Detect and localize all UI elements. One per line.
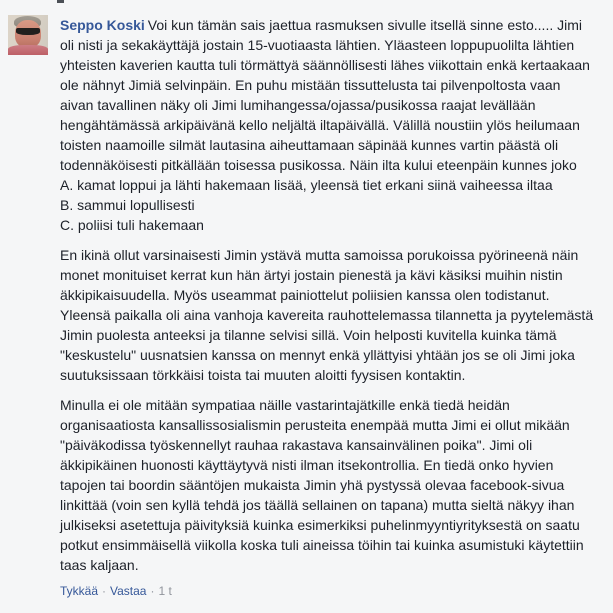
avatar[interactable] [8,15,48,55]
comment-body [60,15,594,599]
sunglasses-icon [16,28,40,35]
comment-text-intro: Voi kun tämän sais jaettua rasmuksen sivulle itsellä sinne esto..... Jimi oli nisti ja sekakäyttäjä jostain 15-vuotiaasta lähtien. Yläasteen loppupuolilta lähtien yhteisten kaverien kautta tuli törmättyä säännöllisesti lähes viikottain enkä kertaakaan ole nähnyt Jimiä selvinpäin. En puhu mistään tissuttelusta tai pilvenpoltosta vaan aivan tavallinen näky oli Jimi lumihangessa/ojassa/pusikossa raajat levällään hengähtämässä arkipäivänä kello neljältä iltapäivällä. Välillä noustiin ylös heilumaan toisten naamoille silmät lautasina aiheuttamaan säpinää kunnes vartin päästä oli todennäköisesti pitkällään toisessa pusikossa. Näin ilta kului eteenpäin kunnes joko [60,17,590,173]
option-line-c: C. poliisi tuli hakemaan [60,217,204,233]
author-link[interactable]: Seppo Koski [60,17,145,33]
option-line-a: A. kamat loppui ja lähti hakemaan lisää, yleensä tiet erkani siinä vaiheessa iltaa [60,177,553,193]
comment-paragraph-2: En ikinä ollut varsinaisesti Jimin ystävä mutta samoissa porukoissa pyörineenä näin monet monituiset kerrat kun hän ärtyi jostain pienestä ja kävi käsiksi muihin nistin äkkipikaisuudella. Myös useammat painiottelut poliisien kanssa olen todistanut. Yleensä paikalla oli aina vanhoja kavereita rauhottelemassa tilannetta ja pyytelemästä Jimin puolesta anteeksi ja tilanne selvisi sillä. Voin helposti kuvitella kuinka tämä "keskustelu" uusnatsien kanssa on mennyt enkä yllättyisi yhtään jos se oli Jimi joka suutuksissaan törkkäisi toista tai muuten aloitti fyysisen kontaktin. [60,247,594,383]
comment-footer [60,583,594,599]
footer-separator: · [102,584,107,598]
like-link[interactable]: Tykkää [60,584,99,598]
comment-paragraph-1 [60,15,594,235]
avatar-shirt [8,45,48,55]
footer-separator: · [150,584,155,598]
comment-paragraph-3: Minulla ei ole mitään sympatiaa näille vastarintajätkille enkä tiedä heidän organisaatiosta kansallissosialismin perusteita enempää mutta Jimi ei ollut mikään "päiväkodissa työskennellyt rauhaa rakastava kansainvälinen poika". Jimi oli äkkipikäinen huonosti käyttäytyvä nisti ilman itsekontrollia. En tiedä onko hyvien tapojen tai boordin sääntöjen mukaista Jimin yhä pystyssä olevaa facebook-sivua linkittää (voin sen kyllä tehdä jos täällä sellainen on tapana) mutta sieltä näkyy ihan julkiseksi asetettuja päivityksiä kuinka esimerkiksi puhelinmyyntiyrityksestä on saatu potkut ensimmäisellä viikolla koska tuli aineissa töihin tai kuinka asumistuki käytettiin taas kaljaan. [60,397,584,573]
option-line-b: B. sammui lopullisesti [60,197,195,213]
reply-link[interactable]: Vastaa [110,584,147,598]
timestamp[interactable]: 1 t [158,584,172,598]
